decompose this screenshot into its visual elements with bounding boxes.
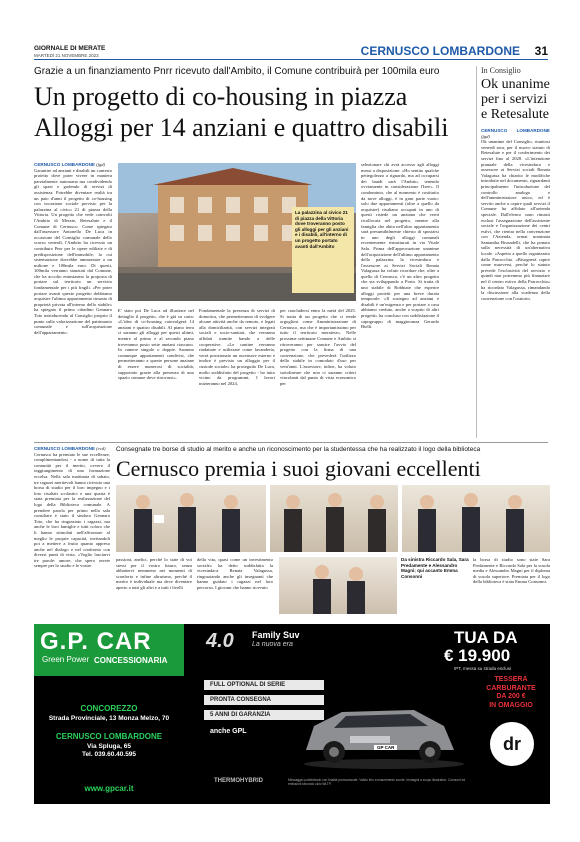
main-col1 [34, 162, 112, 438]
second-byline: CERNUSCO LOMBARDONE [34, 446, 95, 451]
gift-line-2: CARBURANTE [486, 684, 536, 692]
second-col1-text: Cernusco ha premiato le sue eccellenze, complimentandosi - a nome di tutta la comunità per il merito, ovvero il raggiungimento di una formazione eccelsa. Nella sala mattinata di sabato, tre ragazzi meritevoli hanno ricevuto una borsa di studio per il loro impegno e i loro risultati scolastici e una quarta è stata premiata per la realizzazione del logo della Biblioteca comunale. A prendere parola per primo nella sala consiliare è stato il sindaco Gennaro Toto, che ha ringraziato i ragazzi, ma anche le loro famiglie e tutti coloro che li hanno stimolati nell'affrontare al meglio le proprie capacità, invitandoli poi a mettere a frutto quanto appreso anche nel dialogo e nel confronto con diversi punti di vista. «Voglio lasciarvi tre parole: amore, che spero avrete sempre per lo studio e le vostre [34, 451, 110, 569]
location-1-address: Strada Provinciale, 13 Monza Melzo, 70 [48, 715, 170, 722]
location-1 [34, 704, 184, 722]
gift-line-4: IN OMAGGIO [489, 701, 533, 709]
main-col5-text: selezionare chi avrà accesso agli alloggi messi a disposizione: «Ho sentito qualche pettegolezzo a riguardo, ma ad occuparsi dei bandi sarà l'Ambito, tenendo ovviamente in considerazione l'Isee». Il condominio, che al momento è costituito da nove alloggi, è in gran parte vuoto: solo due appartamenti (oltre a quello da acquisire) risultano occupati in uno di questi risiede un anziana che verrà ricollocata nel progetto, mentre alla famiglia che abita nell'altro appartamento sarà presumibilmente chiesto di spostarsi in uno degli alloggi comunali recentemente ristrutturati in via Vitale Sala. Prima dell'approvazione unanime dell'acquisizione dell'ultimo appartamento della palazzina, la vicesindaca e l'assessore ai Servizi Sociali Renata Valagussa ha voluto ricordare che, oltre a quello di Cernusco, c'è un altro progetto che sta sviluppando a Porto. Si tratta di uno stabile di Robbiate che esperire alloggi protetti per una breve durata temporale. «Il sostegno ad anziani e disabili è un'esigenza e per portare a casa abbiamo creduto, anche a scapito di altri progetti» ha concluso con soddisfazione il capogruppo di maggioranza Gerardo Bielli. [361, 162, 439, 330]
second-col4-text: la borsa di studio sono state Sara Predamente e Riccardo Sala per la scuola media e Alessandro Magni per il diploma di scuola superiore. Premiata per il logo della biblioteca è stata Emma Consonni. [473, 557, 550, 585]
model-tagline: La nuova era [252, 641, 293, 648]
dr-logo [490, 722, 534, 766]
gift-line-1: TESSERA [494, 676, 528, 683]
award-caption: Da sinistra Riccardo Sala, Sara Predamente e Alessandro Magni; qui accanto Emma Consonni [401, 557, 469, 579]
feature-garanzia: 5 ANNI DI GARANZIA [204, 710, 324, 720]
thermohybrid-badge: THERMOHYBRID [214, 778, 263, 784]
second-col1 [34, 446, 110, 614]
gift-line-3: DA 200 € [496, 693, 526, 700]
award-photo-middle [270, 485, 398, 552]
main-col4 [280, 308, 356, 438]
section-title: CERNUSCO LOMBARDONE [360, 44, 520, 58]
sidebar-text-block [481, 128, 550, 418]
award-photo-left-figures [116, 485, 266, 552]
location-2-phone: Tel. 039.60.40.595 [81, 751, 137, 758]
feature-pronta-consegna: PRONTA CONSEGNA [204, 695, 324, 705]
suv-image [294, 696, 464, 770]
second-col4 [473, 557, 550, 614]
second-title: Cernusco premia i suoi giovani eccellenti [116, 456, 481, 481]
location-2 [34, 732, 184, 758]
second-col3 [197, 557, 273, 614]
award-photo-small [279, 557, 397, 614]
gift-box [476, 676, 546, 710]
ad-fineprint: Messaggio pubblicitario con finalità promozionale. Valido fino a esaurimento scorte. Immagini a scopo illustrativo. Consumi ed emissioni secondo ciclo WLTP. [288, 778, 466, 786]
main-col1-text: Garantire ad anziani e disabili un contesto protetto dove poter vivere in maniera parzialmente autonoma ma condividendo gli spazi e godendo di servizi di assistenza. Potrebbe diventare realtà tra un paio d'anni il progetto di co-housing con vocazione sociale previsto per la palazzina al civico 21 di piazza della Vittoria. Un progetto che vede coinvolti l'Ambito di Merate, Retesalute e il Comune di Cernusco. Come spiegato dall'assessore Antonello De Luca in occasione del Consiglio comunale dello scorso venerdì, l'Ambito ha ricevuto un contributo Pnrr per le opere edilizie e di predisposizione dell'immobile, la cui sistemazione dovrebbe ammontare a un milione e 100mila euro. Di questi, 100mila verranno stanziati dal Comune, che ha accolto entusiasmo la proposta di portare sul territorio un servizio fondamentale per i più fragili. «Per poter portare avanti questo progetto dobbiamo acquisire l'ultimo appartamento rimasto di proprietà privata all'interno dello stabile» ha spiegato il primo cittadino Gennaro Toto introducendo al Consiglio proprio il punto sulla valorizzazione del patrimonio comunale e sull'acquisizione dell'appartamento. [34, 167, 112, 335]
sidebar-text: Ok unanime del Consiglio, riunitosi venerdì sera, per il nuovo statuto di Retesalute e per il conferimento dei servizi fino al 2028. «L'intenzione pianuale della vicesindaca e assessore ai Servizi sociali Renata Valagussa ha chiarito le modifiche introdotte nel documento, riguardanti principalmente l'introduzione del controllo analogo e dell'amministratore unico, ed è servito anche a capire quali servizi il Comune ha affidato all'azienda speciale. Dall'elenco sono rimasti esclusi l'assegnazione dell'assistente sociale e l'organizzazione dei centri estivi, che rientra nella convenzione con l'Azienda, ormai nominata Samantha Brusadelli, che ha ponuto sulla necessità di un'alternativa locale. «Aspetto a quello organizzato dalla Parrocchia. «Bisognerà capire come muoversi, perché lo statuto prevede l'esclusività del servizio e quindi non potremmo più finanziare nel il centro estivo della Parrocchia» ha ricordato Valagussa, rimandando la discussione alla scadenza della convenzione con l'oratorio. [481, 139, 550, 301]
award-photo-right [402, 485, 550, 552]
main-kicker: Grazie a un finanziamento Pnrr ricevuto dall'Ambito, il Comune contribuirà per 100mila euro [34, 66, 440, 77]
sidebar-byline: CERNUSCO LOMBARDONE [481, 128, 550, 133]
location-2-address: Via Spluga, 65 [87, 743, 131, 750]
price-note: IPT, messa su strada esclusi [454, 666, 512, 671]
sidebar-byline-tag: (fgd) [481, 133, 490, 139]
main-byline: CERNUSCO LOMBARDONE [34, 162, 95, 167]
gpcar-logo-block [34, 624, 184, 676]
building-caption [292, 207, 354, 293]
article-separator [34, 442, 548, 443]
issue-date: MARTEDÌ 21 NOVEMBRE 2023 [34, 53, 99, 58]
location-1-name: CONCOREZZO [80, 704, 138, 713]
second-col3-text: della vita, quasi come un investimento sociale» ha detto soddisfatta la vicesindaca Renata Valagussa, ringraziando anche gli insegnanti che hanno guidato i ragazzi nel loro percorso. I giovani che hanno ricevuto [197, 557, 273, 590]
location-2-name: CERNUSCO LOMBARDONE [55, 732, 163, 741]
license-plate: GP CAR [374, 745, 397, 750]
second-col2-text: passioni, anelici, perché lo siate di voi stessi per il vostro futuro, senza abbattervi nemmeno nei momenti di sconforto e infine altruismo, perché il merito è individuale ma deve diventare aperto a tutti gli altri e a tutti i livelli [116, 557, 192, 590]
main-col5 [361, 162, 439, 438]
main-title-line1: Un progetto di co-housing in piazza [34, 82, 408, 111]
sidebar-title: Ok unanime per i servizi e Retesalute [481, 77, 550, 122]
gpcar-green-power: Green Power [42, 655, 90, 664]
sidebar-box [476, 66, 550, 438]
award-photo-middle-figures [270, 485, 398, 552]
main-col3-text: Fondamentale la presenza di servizi di domotica, che permetteranno di svolgere alcune attività anche da remoto, e legati alla domiciliarità, con servizi integrati sociali e socio-sanitari, che verranno affidati tramite bando a delle cooperative. «Le cantine verranno riadattate e utilizzate come lavanderia, verrà posizionato un ascensore esterno e inoltre è previsto un alloggio per il custode sociale» ha proseguito De Luca, molto soddisfatto del progetto - ho tutto vicino da programmi, I lavori inizieranno nel 2024, [199, 308, 275, 386]
price-value: € 19.900 [444, 646, 511, 665]
gpcar-brand: G.P. CAR [40, 628, 152, 655]
model-name: Family Suv [252, 630, 300, 640]
price-label: TUA DA [454, 628, 518, 647]
main-title-line2: Alloggi per 14 anziani e quattro disabili [34, 113, 449, 142]
header-rule [34, 59, 548, 60]
main-byline-tag: (fgd) [96, 162, 106, 167]
building-caption-text: La palazzina al civico 21 di piazza della Vittoria dove troveranno posto gli alloggi per gli anziani e i disabili, all'interno di un progetto portato avanti dall'Ambito [295, 210, 349, 249]
model-logo: 4.0 [206, 630, 234, 652]
main-col2-text: E' stato poi De Luca ad illustrare nel dettaglio il progetto, che è già su carta: «L'idea di co-housing coinvolgerà 14 anziani e quattro disabili. Al piano terra ci saranno gli alloggi per questi ultimi, mentre al primo e al secondo piano troveranno posto sette anziani ciascuno. In camere singole o doppie. Saranno comunque appartamenti condivisi, che permetteranno a queste persone anziane di essere numerosi di socialità, supportato grazie alla presenza di uno spazio comune dove ritrovarsi». [118, 308, 194, 381]
sidebar-kicker: In Consiglio [481, 66, 521, 75]
paper-name: GIORNALE DI MERATE [34, 45, 106, 52]
main-col4-text: per concludersi entro la metà del 2025. Si tratta di un progetto che ci rende orgogliosi come Amministrazione di Cernusco, ma che è importantissimo per tutto il territorio meratese». Nelle prossime settimane Comune e Ambito si ritroveranno per sancire l'avvio del progetto con la firma di una convenzione, che prevederà l'utilizzo dello stabile in comodato d'uso per vent'anni. L'assessore, infine, ha voluto sottolineare che non ci saranno criteri vincolanti dal punto di vista economico per [280, 308, 356, 386]
dr-logo-text: dr [503, 734, 521, 754]
main-col2 [118, 308, 194, 438]
award-photo-small-figures [279, 557, 397, 614]
car-advertisement[interactable] [34, 624, 550, 804]
second-col2 [116, 557, 192, 614]
feature-gpl: anche GPL [210, 728, 247, 735]
second-byline-tag: (ecd) [96, 446, 106, 451]
gpcar-website[interactable]: www.gpcar.it [84, 784, 134, 793]
main-col3 [199, 308, 275, 438]
page-number: 31 [534, 44, 548, 58]
second-kicker: Consegnate tre borse di studio al merito e anche un riconoscimento per la studentessa che ha realizzato il logo della biblioteca [116, 446, 481, 453]
masthead [34, 44, 548, 60]
award-photo-left [116, 485, 266, 552]
award-photo-right-figures [402, 485, 550, 552]
feature-full-optional: FULL OPTIONAL DI SERIE [204, 680, 324, 690]
gpcar-concessionaria: CONCESSIONARIA [94, 656, 168, 665]
